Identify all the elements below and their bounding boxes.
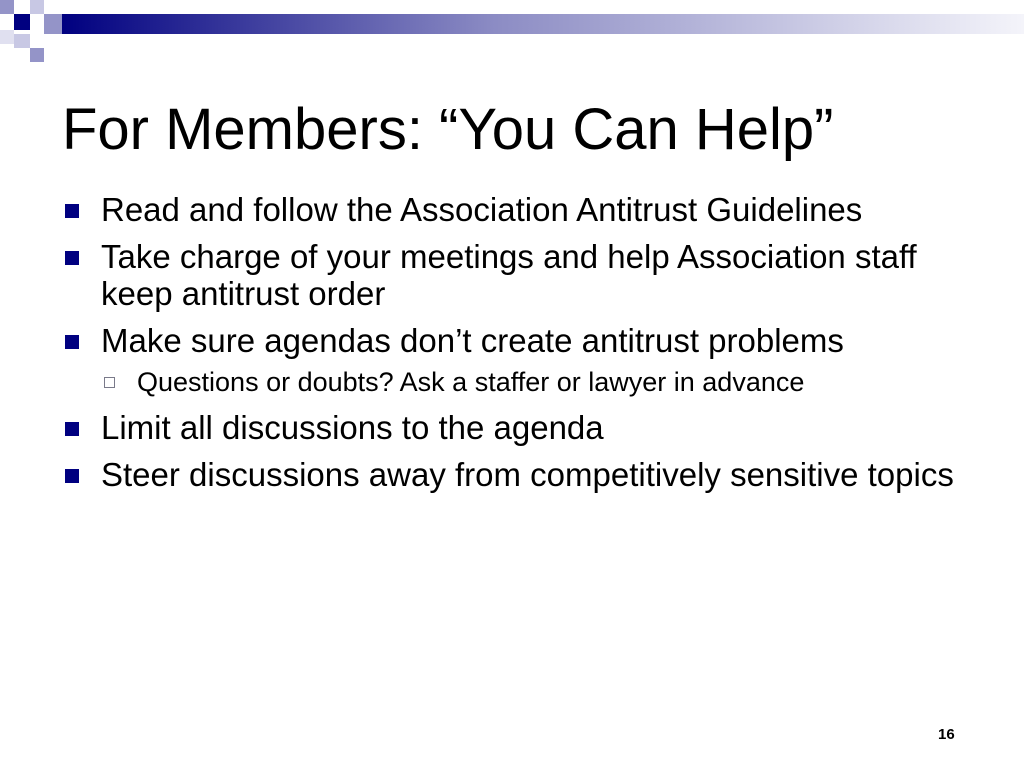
- square-bullet-icon: [65, 335, 79, 349]
- bullet-text: Read and follow the Association Antitrust Guidelines: [101, 191, 863, 228]
- bullet-item: [62, 456, 962, 493]
- bullet-item: [62, 238, 962, 312]
- sub-bullet-text: Questions or doubts? Ask a staffer or lawyer in advance: [137, 367, 805, 397]
- bullet-text: Steer discussions away from competitively sensitive topics: [101, 456, 954, 493]
- bullet-text: Take charge of your meetings and help Association staff keep antitrust order: [101, 238, 917, 312]
- decoration-square: [30, 0, 44, 14]
- bullet-item: [62, 191, 962, 228]
- decoration-square: [30, 48, 44, 62]
- bullet-list: [62, 191, 962, 503]
- square-bullet-icon: [65, 469, 79, 483]
- title-decoration-band: [0, 0, 1024, 64]
- bullet-text: Limit all discussions to the agenda: [101, 409, 604, 446]
- bullet-item: [62, 409, 962, 446]
- decoration-square: [14, 34, 30, 48]
- decoration-square: [44, 14, 62, 34]
- decoration-gradient-bar: [62, 14, 1024, 34]
- slide-title: For Members: “You Can Help”: [62, 97, 834, 162]
- decoration-square: [0, 30, 14, 44]
- square-bullet-icon: [65, 422, 79, 436]
- sub-bullet-item: [62, 367, 962, 398]
- decoration-square: [14, 14, 30, 30]
- bullet-text: Make sure agendas don’t create antitrust problems: [101, 322, 844, 359]
- decoration-square: [0, 0, 14, 14]
- slide-number: 16: [938, 726, 955, 743]
- square-bullet-icon: [65, 204, 79, 218]
- square-bullet-icon: [65, 251, 79, 265]
- bullet-item: [62, 322, 962, 359]
- hollow-square-bullet-icon: [104, 377, 115, 388]
